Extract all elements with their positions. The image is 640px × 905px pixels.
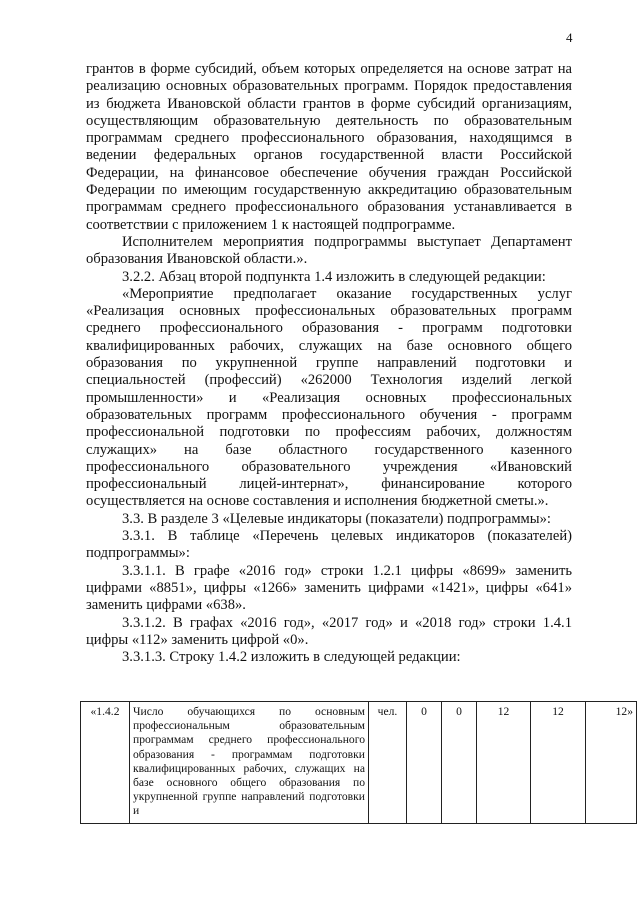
paragraph: Исполнителем мероприятия подпрограммы выступает Департамент образования Ивановской области.». — [86, 233, 572, 268]
cell-code: «1.4.2 — [81, 702, 130, 824]
indicator-table — [80, 701, 637, 824]
cell-value: 0 — [407, 702, 442, 824]
paragraph: 3.3.1.3. Строку 1.4.2 изложить в следующей редакции: — [122, 649, 461, 666]
cell-value: 12» — [586, 702, 637, 824]
paragraph: 3.3.1. В таблице «Перечень целевых индикаторов (показателей) подпрограммы»: — [86, 528, 572, 562]
paragraph: «Мероприятие предполагает оказание государственных услуг «Реализация основных профессиональных образовательных программ среднего профессионального образования - программ подготовки квалифицированных рабочих, служащих на базе основного общего образования по укрупненной группе направлений подготовки и специальностей (профессий) «262000 Технология изделий легкой промышленности» и «Реализация основных профессиональных образовательных программ профессионального обучения - программ профессиональной подготовки по профессиям рабочих, должностям служащих» на базе областного государственного казенного профессионального образовательного учреждения «Ивановский профессиональный лицей-интернат», финансирование которого осуществляется на основе составления и исполнения бюджетной сметы.». — [86, 285, 572, 510]
paragraph: грантов в форме субсидий, объем которых определяется на основе затрат на реализацию основных образовательных программ. Порядок предоставления из бюджета Ивановской области грантов в форме субсидий организациям, осуществляющим образовательную деятельность по образовательным программам среднего профессионального образования, находящимся в ведении федеральных органов государственной власти Российской Федерации, на финансовое обеспечение обучения граждан Российской Федерации по имеющим государственную аккредитацию образовательным программам среднего профессионального образования устанавливается в соответствии с приложением 1 к настоящей подпрограмме. — [86, 61, 572, 233]
cell-value: 12 — [477, 702, 531, 824]
table-row — [81, 702, 637, 824]
page-number: 4 — [566, 30, 573, 45]
cell-unit: чел. — [369, 702, 407, 824]
paragraph: 3.3. В разделе 3 «Целевые индикаторы (показатели) подпрограммы»: — [122, 510, 551, 527]
document-body — [86, 61, 572, 666]
paragraph: 3.3.1.2. В графах «2016 год», «2017 год» и «2018 год» строки 1.4.1 цифры «112» заменить цифрой «0». — [86, 614, 572, 648]
paragraph: 3.2.2. Абзац второй подпункта 1.4 изложить в следующей редакции: — [122, 268, 546, 285]
cell-name: Число обучающихся по основным профессиональным образовательным программам среднего профессионального образования - программам подготовки квалифицированных рабочих, служащих на базе основного общего образования по укрупненной группе направлений подготовки и — [130, 702, 369, 824]
cell-value: 12 — [531, 702, 586, 824]
cell-value: 0 — [442, 702, 477, 824]
paragraph: 3.3.1.1. В графе «2016 год» строки 1.2.1 цифры «8699» заменить цифрами «8851», цифры «1266» заменить цифрами «1421», цифры «641» заменить цифрами «638». — [86, 562, 572, 614]
